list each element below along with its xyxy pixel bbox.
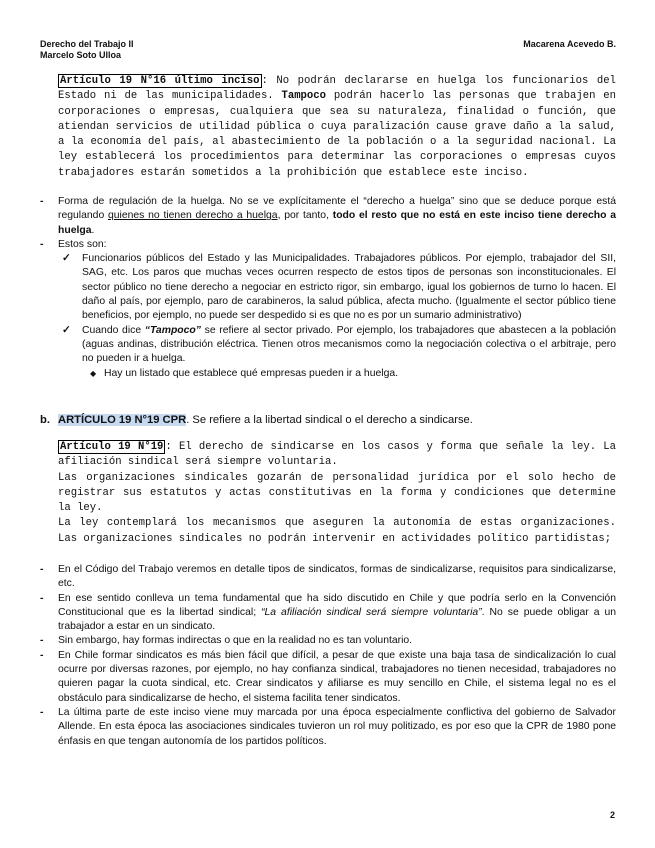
dash-bullet: -	[40, 196, 44, 207]
check-item	[40, 324, 616, 367]
item-text: En ese sentido conlleva un tema fundamental que ha sido discutido en Chile y que podría serlo en la Convención Constitucional que es la libertad sindical;	[58, 592, 616, 618]
section-text: . Se refiere a la libertad sindical o el derecho a sindicarse.	[186, 414, 473, 426]
law-paragraph: Las organizaciones sindicales gozarán de personalidad jurídica por el solo hecho de registrar sus estatutos y actas constitutivas en la forma y condiciones que determine la ley.	[58, 471, 616, 515]
dash-bullet: -	[40, 649, 44, 661]
underlined-text: quienes no tienen derecho a huelga	[107, 210, 278, 222]
checkmark-icon: ✓	[62, 324, 71, 336]
list-item	[40, 238, 616, 252]
law-paragraph: La ley contemplará los mecanismos que aseguren la autonomía de estas organizaciones. Las organizaciones sindicales no podrán intervenir en actividades político partidistas;	[58, 517, 616, 545]
item-text: Cuando dice	[82, 324, 145, 336]
item-text: La última parte de este inciso viene muy marcada por una época especialmente conflictiva del gobierno de Salvador Allende. En esta época las asociaciones sindicales tuvieron un rol muy politizado, es por eso que la CPR de 1980 pone énfasis en que tengan autonomía de los partidos políticos.	[58, 706, 616, 747]
list-item	[40, 563, 616, 592]
dash-bullet: -	[40, 564, 44, 575]
item-text: Funcionarios públicos del Estado y las Municipalidades. Trabajadores públicos. Por ejemplo, trabajador del SII, SAG, etc. Los paros que muchas veces ocurren respecto de estos tipos de personas son inconstitucionales. El sector público no tiene derecho a negociar en estricto rigor, sin embargo, igual los gobiernos de turno lo hacen. El daño al país, por ejemplo, paro de carabineros, la salud pública, afecta mucho. (Igualmente el sector público tiene beneficios, por ejemplo, no puede ser despedido si es que no es por un sumario administrativo)	[82, 253, 616, 322]
item-text: se refiere al sector privado. Por ejemplo, los trabajadores que abastecen a la población (aguas andinas, distribución eléctrica. Tienen otros mecanismos como la negociación colectiva o el arbitraje, pero no pueden ir a huelga.	[82, 324, 616, 365]
course-title: Derecho del Trabajo II	[40, 39, 134, 49]
law-emphasis: Tampoco	[281, 90, 326, 103]
dash-bullet: -	[40, 635, 44, 647]
law-paragraph	[58, 440, 616, 471]
item-text: Forma de regulación de la huelga. No se ve explícitamente el “derecho a huelga” sino que se deduce porque está regulando	[58, 196, 616, 222]
dash-bullet: -	[40, 238, 44, 250]
author-name: Macarena Acevedo B.	[523, 39, 616, 49]
dash-bullet: -	[40, 706, 44, 718]
section-label: b.	[40, 414, 50, 426]
header-left	[40, 39, 134, 61]
quote-text: “La afiliación sindical será siempre voluntaria”	[261, 606, 482, 618]
bold-text: todo el resto que no está en este inciso tiene derecho a huelga	[58, 210, 616, 236]
page-number: 2	[609, 810, 615, 820]
list-item	[40, 706, 616, 749]
section-b-heading	[40, 414, 473, 426]
dash-bullet: -	[40, 592, 44, 604]
emphasis-text: “Tampoco”	[144, 324, 201, 336]
list-item	[40, 634, 616, 648]
item-text: .	[91, 224, 95, 236]
law-quote-19-16	[58, 74, 616, 181]
notes-list-1	[40, 195, 616, 381]
item-text: Hay un listado que establece qué empresas pueden ir a huelga.	[104, 367, 399, 379]
section-title: ARTÍCULO 19 N°19 CPR	[58, 414, 187, 426]
diamond-bullet-icon: ◆	[90, 368, 97, 378]
notes-list-2	[40, 563, 616, 749]
sub-item	[40, 367, 616, 381]
item-text: En Chile formar sindicatos es más bien fácil que difícil, a pesar de que existe una baja tasa de sindicalización lo cual ocurre por diversas razones, por ejemplo, no hay confianza sindical, trabajadores no tienen necesidad, trabajadores no quieren pagar la cuota sindical, etc. Crear sindicatos y afiliarse es muy sencillo en Chile, el sistema legal no es el obstáculo para sindicalizarse de hecho, el sistema facilita tener sindicatos.	[58, 649, 616, 704]
list-item	[40, 195, 616, 238]
law-text-b: podrán hacerlo las personas que trabajen en corporaciones o empresas, cualquiera que sea su naturaleza, finalidad o función, que atiendan servicios de utilidad pública o cuya paralización cause grave daño a la salud, a la economía del país, al abastecimiento de la población o a la seguridad nacional. La ley establecerá los procedimientos para determinar las corporaciones o empresas cuyos trabajadores estarán sometidos a la prohibición que establece este inciso.	[58, 90, 616, 179]
list-item	[40, 649, 616, 706]
law-title: Artículo 19 N°16 último inciso	[60, 75, 260, 87]
item-text: , por tanto,	[277, 210, 333, 222]
law-title: Artículo 19 N°19	[60, 441, 164, 453]
checkmark-icon: ✓	[62, 253, 71, 265]
law-text-a: : No podrán declararse en huelga los funcionarios del Estado ni de las municipalidades.	[58, 75, 616, 103]
professor-name: Marcelo Soto Ulloa	[40, 50, 122, 60]
check-item	[40, 252, 616, 323]
item-text: . No se puede obligar a un trabajador a estar en un sindicato.	[58, 606, 617, 633]
law-quote-19-19	[58, 440, 616, 547]
list-item	[40, 592, 616, 635]
item-text: Estos son:	[58, 238, 107, 250]
law-text: : El derecho de sindicarse en los casos y forma que señale la ley. La afiliación sindical será siempre voluntaria.	[58, 441, 616, 469]
item-text: En el Código del Trabajo veremos en detalle tipos de sindicatos, formas de sindicalizarse, requisitos para sindicalizarse, etc.	[58, 564, 616, 590]
item-text: Sin embargo, hay formas indirectas o que en la realidad no es tan voluntario.	[58, 635, 413, 647]
